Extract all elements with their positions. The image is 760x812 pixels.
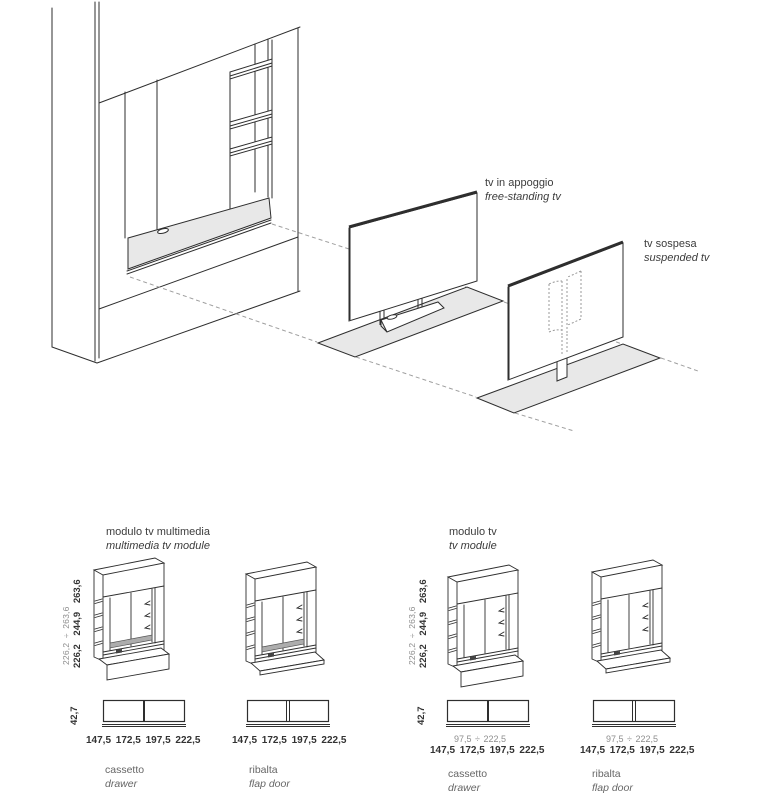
type-label-multimedia-drawer: cassetto drawer xyxy=(105,764,145,790)
suspended-tv-label-en: suspended tv xyxy=(644,251,710,264)
heights-tv: 226,2 244,9 263,6 xyxy=(418,579,429,668)
group-title-tv-it: modulo tv xyxy=(449,526,497,538)
type-label-tv-flap: ribalta flap door xyxy=(592,768,633,794)
group-title-tv xyxy=(449,526,497,553)
widths-multimedia-drawer: 147,5 172,5 197,5 222,5 xyxy=(86,735,201,746)
suspended-tv-label xyxy=(644,238,709,265)
height-range-multimedia: 226,2 ÷ 263,6 xyxy=(61,606,71,665)
module-tv-drawer-drawing xyxy=(422,560,532,692)
width-range-tv-flap: 97,5 ÷ 222,5 xyxy=(606,734,658,744)
drawer-height-multimedia: 42,7 xyxy=(69,706,80,725)
group-title-multimedia xyxy=(106,526,210,553)
freestanding-tv-label-it: tv in appoggio xyxy=(485,177,554,189)
module-multimedia-flap-drawing xyxy=(220,557,330,689)
drawer-height-tv: 42,7 xyxy=(416,706,427,725)
height-range-tv: 226,2 ÷ 263,6 xyxy=(407,606,417,665)
width-range-tv-drawer: 97,5 ÷ 222,5 xyxy=(454,734,506,744)
cabinet-drawing xyxy=(52,2,300,363)
type-label-multimedia-flap: ribalta flap door xyxy=(249,764,290,790)
flap-front-view-multimedia xyxy=(246,699,330,731)
widths-multimedia-flap: 147,5 172,5 197,5 222,5 xyxy=(232,735,347,746)
module-multimedia-drawer-drawing xyxy=(68,553,178,685)
widths-tv-drawer: 147,5 172,5 197,5 222,5 xyxy=(430,745,545,756)
cabinet-base-shelf xyxy=(128,198,271,269)
flap-front-view-tv xyxy=(592,699,676,731)
group-title-tv-en: tv module xyxy=(449,539,497,552)
module-tv-flap-drawing xyxy=(566,555,676,687)
drawer-front-view-multimedia xyxy=(102,699,186,731)
suspended-tv-label-it: tv sospesa xyxy=(644,238,697,250)
suspended-tv-drawing xyxy=(477,242,660,413)
group-title-multimedia-en: multimedia tv module xyxy=(106,539,210,552)
freestanding-tv-drawing xyxy=(318,192,503,357)
freestanding-tv-label xyxy=(485,177,561,204)
group-title-multimedia-it: modulo tv multimedia xyxy=(106,526,210,538)
heights-multimedia: 226,2 244,9 263,6 xyxy=(72,579,83,668)
widths-tv-flap: 147,5 172,5 197,5 222,5 xyxy=(580,745,695,756)
type-label-tv-drawer: cassetto drawer xyxy=(448,768,488,794)
drawer-front-view-tv xyxy=(446,699,530,731)
freestanding-tv-label-en: free-standing tv xyxy=(485,190,561,203)
